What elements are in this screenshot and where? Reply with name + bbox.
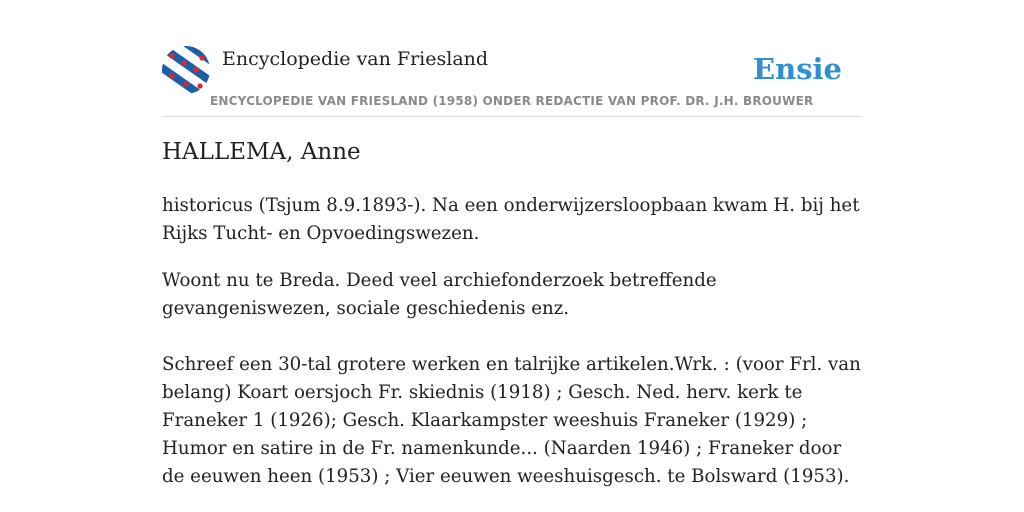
site-title[interactable]: Encyclopedie van Friesland bbox=[222, 48, 489, 70]
entry-paragraph: Schreef een 30-tal grotere werken en talrijke artikelen.Wrk. : (voor Frl. van belang) Koart oersjoch Fr. skiednis (1918) ; Gesch. Ned. herv. kerk te Franeker 1 (1926); Gesch. Klaarkampster weeshuis Franeker (1929) ; Humor en satire in de Fr. namenkunde... (Naarden 1946) ; Franeker door de eeuwen heen (1953) ; Vier eeuwen weeshuisgesch. te Bolsward (1953). bbox=[162, 354, 861, 487]
entry-paragraph: historicus (Tsjum 8.9.1893-). Na een onderwijzersloopbaan kwam H. bij het Rijks Tucht- en Opvoedingswezen. bbox=[162, 195, 860, 244]
entry-title: HALLEMA, Anne bbox=[162, 139, 361, 165]
site-subtitle: ENCYCLOPEDIE VAN FRIESLAND (1958) ONDER REDACTIE VAN PROF. DR. J.H. BROUWER bbox=[210, 94, 814, 108]
frisian-flag-icon[interactable] bbox=[162, 46, 210, 94]
site-header bbox=[162, 44, 862, 117]
entry-paragraph: Woont nu te Breda. Deed veel archiefonderzoek betreffende gevangeniswezen, sociale geschiedenis enz. bbox=[162, 270, 717, 319]
entry-body bbox=[162, 192, 862, 491]
ensie-logo[interactable]: Ensie bbox=[753, 52, 842, 86]
